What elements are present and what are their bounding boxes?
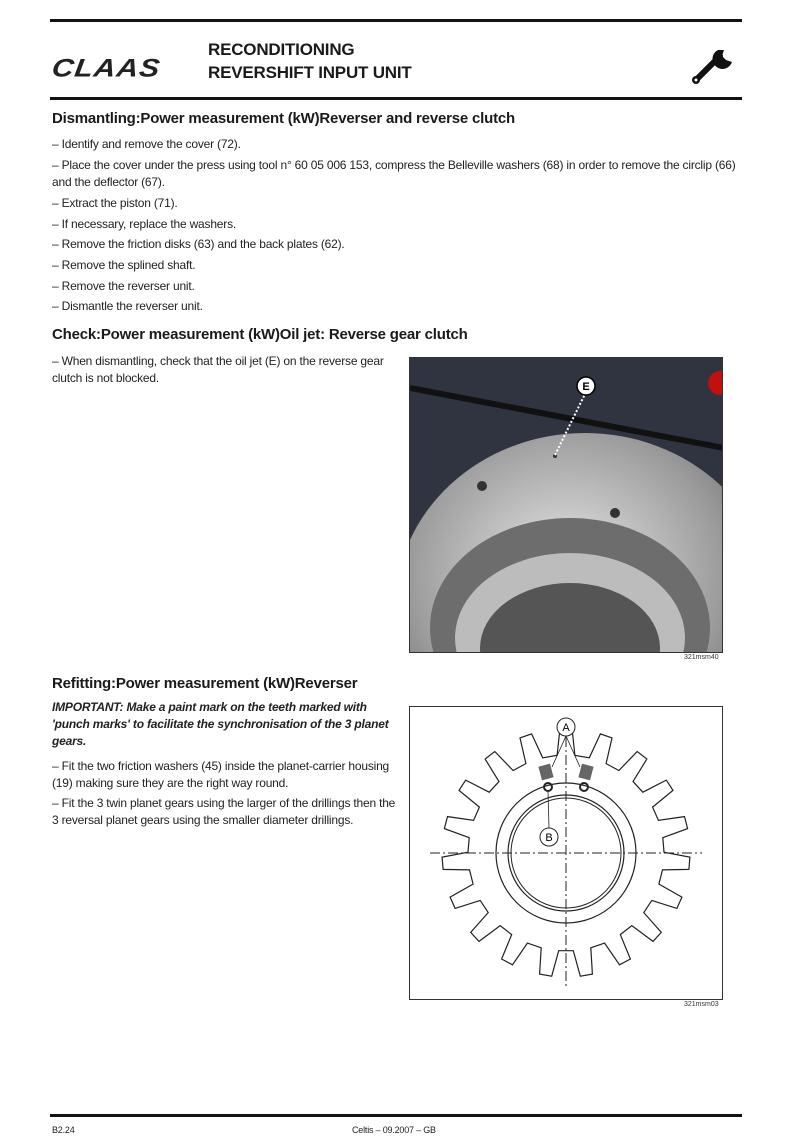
footer-center: Celtis – 09.2007 – GB [352,1125,436,1135]
dismantling-step: – If necessary, replace the washers. [52,217,237,231]
dismantling-step: – Remove the splined shaft. [52,258,196,272]
dismantling-step: – Remove the friction disks (63) and the back plates (62). [52,237,345,251]
header-bottom-rule [50,97,742,100]
section-heading-check: Check:Power measurement (kW)Oil jet: Reverse gear clutch [52,326,468,343]
footer-rule [50,1114,742,1117]
figure-label-a: A [562,722,570,734]
page-number: B2.24 [52,1125,75,1135]
important-note: IMPORTANT: Make a paint mark on the teeth marked with 'punch marks' to facilitate the synchronisation of the 3 planet gears. [52,700,389,748]
dismantling-step: – Extract the piston (71). [52,196,178,210]
photo-caption: 321msm40 [684,654,719,661]
claas-logo: CLAAS [50,54,163,83]
check-step: – When dismantling, check that the oil jet (E) on the reverse gear clutch is not blocked. [52,354,384,385]
top-rule [50,19,742,22]
dismantling-step: – Place the cover under the press using tool n° 60 05 006 153, compress the Belleville washers (68) in order to remove the circlip (66) and the deflector (67). [52,158,736,189]
diagram-caption: 321msm03 [684,1001,719,1008]
dismantling-step: – Remove the reverser unit. [52,279,195,293]
refitting-step: – Fit the two friction washers (45) inside the planet-carrier housing (19) making sure they are the right way round. [52,759,390,790]
header-title-line2: REVERSHIFT INPUT UNIT [208,63,412,82]
oil-jet-photo [409,357,723,653]
figure-label-e: E [582,381,590,393]
planet-gear-diagram [409,706,723,1000]
figure-label-b: B [545,832,553,844]
wrench-icon [690,42,740,86]
section-heading-refitting: Refitting:Power measurement (kW)Reverser [52,675,358,692]
refitting-step: – Fit the 3 twin planet gears using the larger of the drillings then the 3 reversal planet gears using the smaller diameter drillings. [52,796,396,827]
header-title-line1: RECONDITIONING [208,40,355,59]
dismantling-step: – Dismantle the reverser unit. [52,299,203,313]
dismantling-step: – Identify and remove the cover (72). [52,137,241,151]
section-heading-dismantling: Dismantling:Power measurement (kW)Reverser and reverse clutch [52,110,515,127]
